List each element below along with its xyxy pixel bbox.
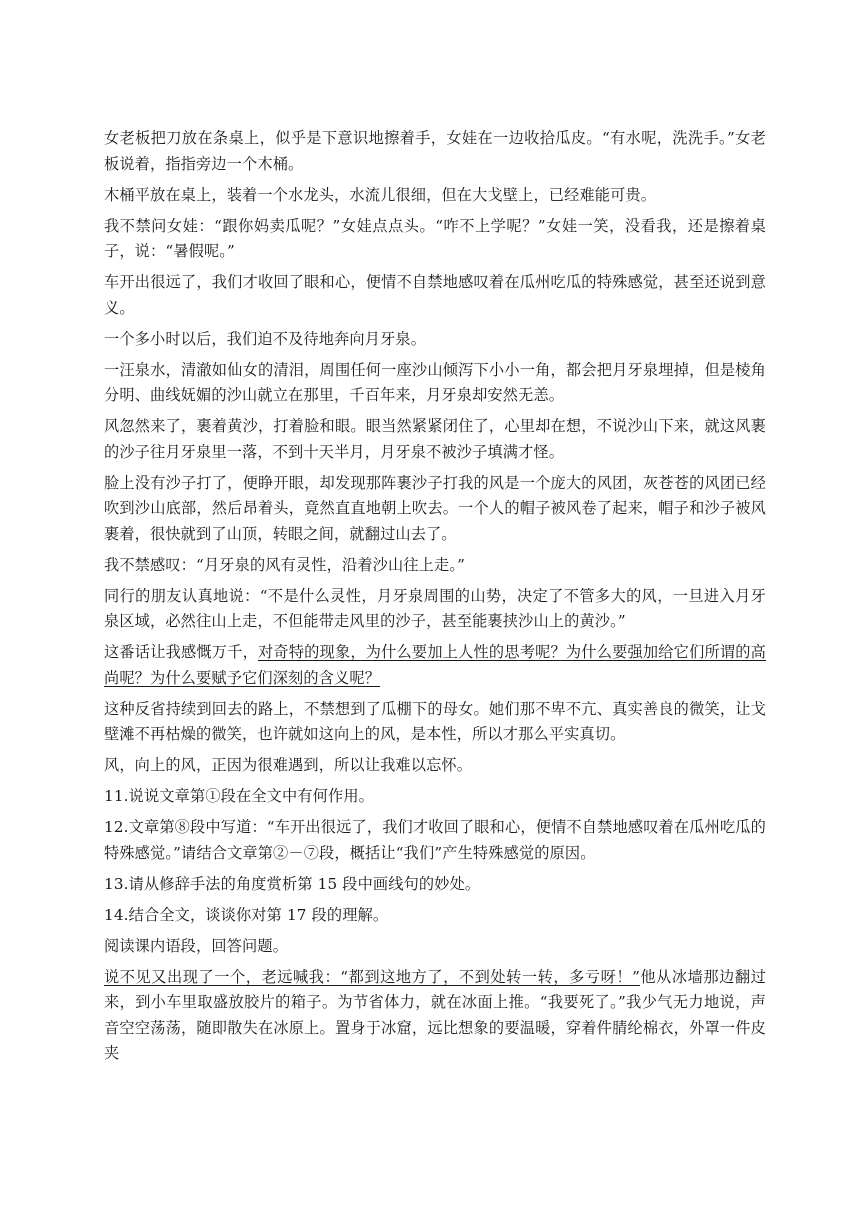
paragraph-2: 木桶平放在桌上，装着一个水龙头，水流儿很细，但在大戈壁上，已经难能可贵。	[104, 185, 657, 204]
paragraph-4: 车开出很远了，我们才收回了眼和心，便情不自禁地感叹着在瓜州吃瓜的特殊感觉，甚至还说到意义。	[104, 273, 766, 317]
paragraph-6: 一汪泉水，清澈如仙女的清泪，周围任何一座沙山倾泻下小小一角，都会把月牙泉埋掉，但是棱角分明、曲线妩媚的沙山就立在那里，千百年来，月牙泉却安然无恙。	[104, 360, 766, 404]
question-11: 11.说说文章第①段在全文中有何作用。	[104, 787, 375, 805]
question-14: 14.结合全文，谈谈你对第 17 段的理解。	[104, 905, 389, 924]
paragraph-12: 这种反省持续到回去的路上，不禁想到了瓜棚下的母女。她们那不卑不亢、真实善良的微笑，让戈壁滩不再枯燥的微笑，也许就如这向上的风，是本性，所以才那么平实真切。	[104, 699, 766, 743]
paragraph-11-lead: 这番话让我感慨万千，	[104, 643, 258, 661]
underlined-sentence: 对奇特的现象，为什么要加上人性的思考呢？为什么要强加给它们所谓的高尚呢？为什么要赋予它们深刻的含义呢？	[104, 643, 766, 687]
paragraph-13: 风，向上的风，正因为很难遇到，所以让我难以忘怀。	[104, 756, 473, 774]
paragraph-8: 脸上没有沙子打了，便睁开眼，却发现那阵裹沙子打我的风是一个庞大的风团，灰苍苍的风团已经吹到沙山底部，然后昂着头，竟然直直地朝上吹去。一个人的帽子被风卷了起来，帽子和沙子被风裹着，很快就到了山顶，转眼之间，就翻过山去了。	[104, 473, 766, 543]
passage-paragraph	[104, 965, 766, 1067]
reading-instruction: 阅读课内语段，回答问题。	[104, 936, 289, 955]
question-12: 12.文章第⑧段中写道：“车开出很远了，我们才收回了眼和心，便情不自禁地感叹着在瓜州吃瓜的特殊感觉。”请结合文章第②－⑦段，概括让“我们”产生特殊感觉的原因。	[104, 818, 766, 862]
question-13: 13.请从修辞手法的角度赏析第 15 段中画线句的妙处。	[104, 874, 481, 893]
paragraph-3: 我不禁问女娃：“跟你妈卖瓜呢？”女娃点点头。“咋不上学呢？”女娃一笑，没看我，还是擦着桌子，说：“暑假呢。”	[104, 216, 766, 260]
passage-text: 他从冰墙那边翻过来，到小车里取盛放胶片的箱子。为节省体力，就在冰面上推。“我要死了。”我少气无力地说，声音空空荡荡，随即散失在冰原上。置身于冰窟，远比想象的要温暖，穿着件腈纶棉衣，外罩一件皮夹	[104, 967, 767, 1062]
paragraph-11	[104, 640, 766, 691]
passage-underlined-sentence: 说不见又出现了一个，老远喊我：“都到这地方了，不到处转一转，多亏呀！”	[104, 967, 640, 986]
paragraph-7: 风忽然来了，裹着黄沙，打着脸和眼。眼当然紧紧闭住了，心里却在想，不说沙山下来，就这风裹的沙子往月牙泉里一落，不到十天半月，月牙泉不被沙子填满才怪。	[104, 417, 766, 461]
paragraph-1: 女老板把刀放在条桌上，似乎是下意识地擦着手，女娃在一边收拾瓜皮。“有水呢，洗洗手。”女老板说着，指指旁边一个木桶。	[104, 129, 766, 173]
document-page	[104, 126, 766, 1072]
paragraph-5: 一个多小时以后，我们迫不及待地奔向月牙泉。	[104, 329, 427, 348]
paragraph-9: 我不禁感叹：“月牙泉的风有灵性，沿着沙山往上走。”	[104, 555, 465, 574]
paragraph-10: 同行的朋友认真地说：“不是什么灵性，月牙泉周围的山势，决定了不管多大的风，一旦进入月牙泉区域，必然往山上走，不但能带走风里的沙子，甚至能裹挟沙山上的黄沙。”	[104, 586, 766, 630]
